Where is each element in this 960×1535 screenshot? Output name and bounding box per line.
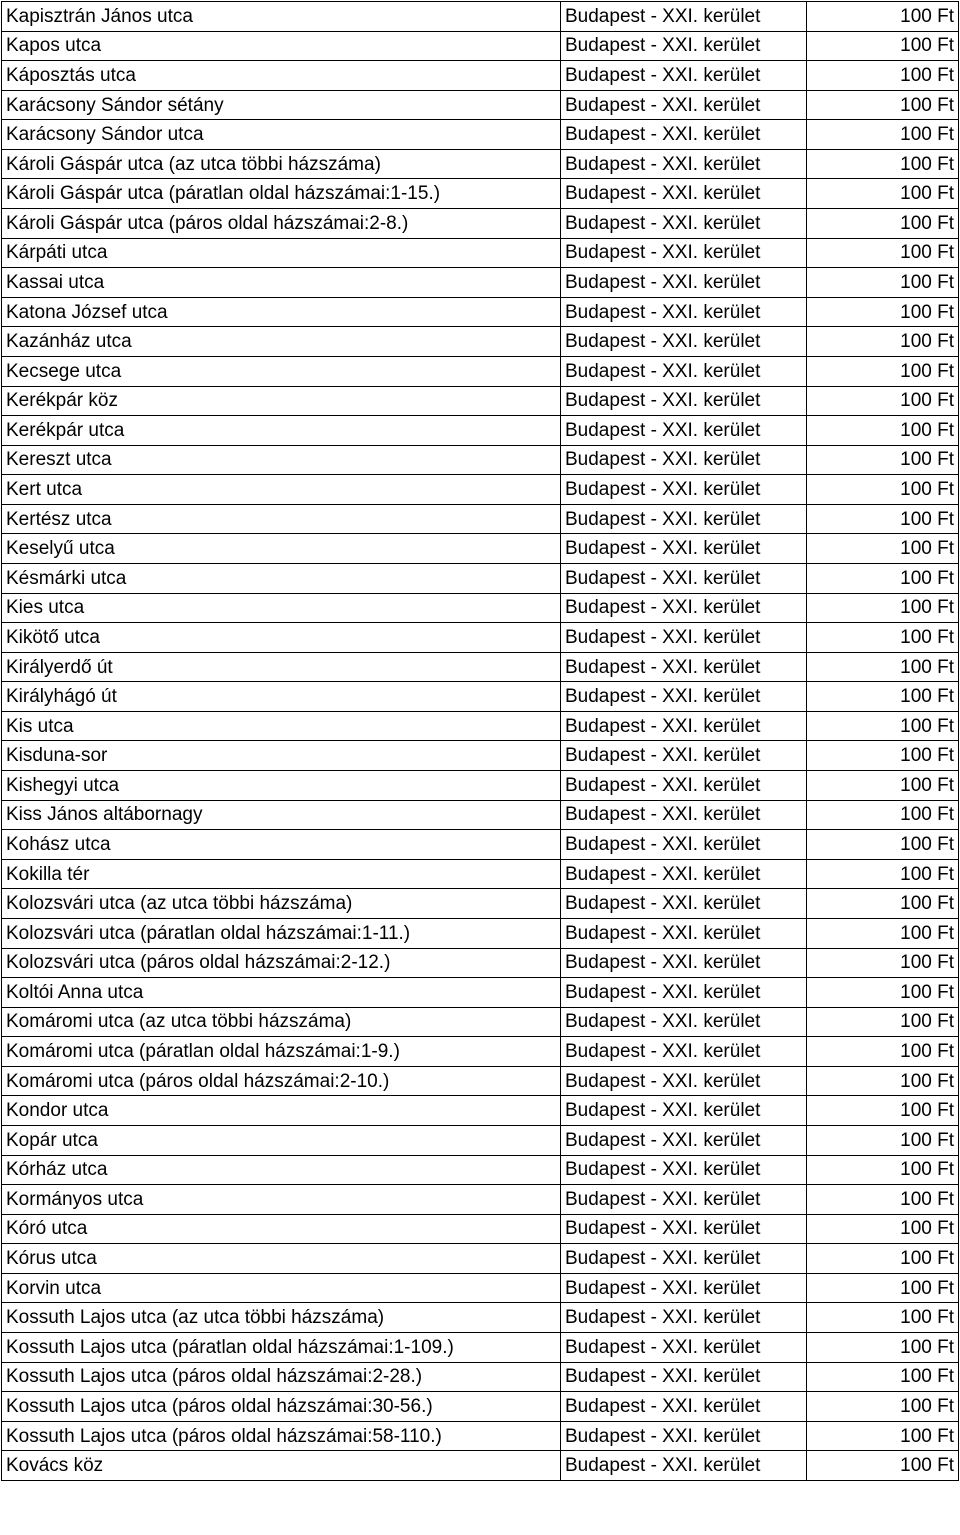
street-name-cell: Kórus utca	[2, 1244, 561, 1274]
street-name-cell: Kossuth Lajos utca (páratlan oldal házszámai:1-109.)	[2, 1333, 561, 1363]
price-cell: 100 Ft	[807, 1303, 959, 1333]
district-cell: Budapest - XXI. kerület	[561, 1244, 807, 1274]
district-cell: Budapest - XXI. kerület	[561, 1362, 807, 1392]
table-row	[2, 889, 959, 919]
table-row	[2, 445, 959, 475]
price-cell: 100 Ft	[807, 978, 959, 1008]
price-cell: 100 Ft	[807, 1155, 959, 1185]
district-cell: Budapest - XXI. kerület	[561, 1333, 807, 1363]
table-row	[2, 1214, 959, 1244]
price-cell: 100 Ft	[807, 1185, 959, 1215]
price-cell: 100 Ft	[807, 1451, 959, 1481]
table-row	[2, 830, 959, 860]
district-cell: Budapest - XXI. kerület	[561, 149, 807, 179]
street-name-cell: Kossuth Lajos utca (az utca többi házszáma)	[2, 1303, 561, 1333]
district-cell: Budapest - XXI. kerület	[561, 504, 807, 534]
district-cell: Budapest - XXI. kerület	[561, 1007, 807, 1037]
district-cell: Budapest - XXI. kerület	[561, 889, 807, 919]
table-row	[2, 1362, 959, 1392]
street-name-cell: Kossuth Lajos utca (páros oldal házszámai:30-56.)	[2, 1392, 561, 1422]
price-cell: 100 Ft	[807, 327, 959, 357]
table-row	[2, 1333, 959, 1363]
price-cell: 100 Ft	[807, 2, 959, 32]
price-cell: 100 Ft	[807, 593, 959, 623]
table-row	[2, 652, 959, 682]
street-name-cell: Kopár utca	[2, 1125, 561, 1155]
price-cell: 100 Ft	[807, 1125, 959, 1155]
price-cell: 100 Ft	[807, 1096, 959, 1126]
district-cell: Budapest - XXI. kerület	[561, 386, 807, 416]
table-row	[2, 1066, 959, 1096]
district-cell: Budapest - XXI. kerület	[561, 948, 807, 978]
street-name-cell: Kertész utca	[2, 504, 561, 534]
district-cell: Budapest - XXI. kerület	[561, 238, 807, 268]
price-cell: 100 Ft	[807, 475, 959, 505]
table-row	[2, 179, 959, 209]
price-cell: 100 Ft	[807, 948, 959, 978]
price-cell: 100 Ft	[807, 682, 959, 712]
price-cell: 100 Ft	[807, 238, 959, 268]
table-row	[2, 741, 959, 771]
price-cell: 100 Ft	[807, 918, 959, 948]
table-row	[2, 593, 959, 623]
table-row	[2, 623, 959, 653]
price-cell: 100 Ft	[807, 1066, 959, 1096]
street-name-cell: Kishegyi utca	[2, 771, 561, 801]
street-name-cell: Katona József utca	[2, 297, 561, 327]
district-cell: Budapest - XXI. kerület	[561, 1155, 807, 1185]
district-cell: Budapest - XXI. kerület	[561, 1451, 807, 1481]
street-name-cell: Káposztás utca	[2, 61, 561, 91]
table-row	[2, 711, 959, 741]
district-cell: Budapest - XXI. kerület	[561, 593, 807, 623]
street-name-cell: Károli Gáspár utca (páratlan oldal házszámai:1-15.)	[2, 179, 561, 209]
price-cell: 100 Ft	[807, 504, 959, 534]
price-cell: 100 Ft	[807, 149, 959, 179]
table-row	[2, 978, 959, 1008]
district-cell: Budapest - XXI. kerület	[561, 61, 807, 91]
price-cell: 100 Ft	[807, 1392, 959, 1422]
price-cell: 100 Ft	[807, 741, 959, 771]
street-name-cell: Kies utca	[2, 593, 561, 623]
table-row	[2, 1185, 959, 1215]
price-cell: 100 Ft	[807, 1362, 959, 1392]
street-name-cell: Károli Gáspár utca (páros oldal házszámai:2-8.)	[2, 209, 561, 239]
street-name-cell: Károli Gáspár utca (az utca többi házszáma)	[2, 149, 561, 179]
table-row	[2, 771, 959, 801]
street-name-cell: Kis utca	[2, 711, 561, 741]
table-row	[2, 504, 959, 534]
table-row	[2, 948, 959, 978]
district-cell: Budapest - XXI. kerület	[561, 31, 807, 61]
price-cell: 100 Ft	[807, 563, 959, 593]
price-cell: 100 Ft	[807, 859, 959, 889]
street-name-cell: Komáromi utca (páratlan oldal házszámai:1-9.)	[2, 1037, 561, 1067]
street-name-cell: Kassai utca	[2, 268, 561, 298]
price-cell: 100 Ft	[807, 623, 959, 653]
price-cell: 100 Ft	[807, 1333, 959, 1363]
price-cell: 100 Ft	[807, 1244, 959, 1274]
price-cell: 100 Ft	[807, 711, 959, 741]
table-row	[2, 475, 959, 505]
street-name-cell: Kolozsvári utca (páratlan oldal házszámai:1-11.)	[2, 918, 561, 948]
district-cell: Budapest - XXI. kerület	[561, 416, 807, 446]
street-name-cell: Kapos utca	[2, 31, 561, 61]
street-name-cell: Keselyű utca	[2, 534, 561, 564]
district-cell: Budapest - XXI. kerület	[561, 179, 807, 209]
table-row	[2, 1244, 959, 1274]
street-name-cell: Kerékpár utca	[2, 416, 561, 446]
street-name-cell: Királyerdő út	[2, 652, 561, 682]
district-cell: Budapest - XXI. kerület	[561, 209, 807, 239]
district-cell: Budapest - XXI. kerület	[561, 356, 807, 386]
street-name-cell: Kiss János altábornagy	[2, 800, 561, 830]
table-row	[2, 238, 959, 268]
district-cell: Budapest - XXI. kerület	[561, 1273, 807, 1303]
street-name-cell: Kárpáti utca	[2, 238, 561, 268]
street-name-cell: Kokilla tér	[2, 859, 561, 889]
district-cell: Budapest - XXI. kerület	[561, 2, 807, 32]
price-cell: 100 Ft	[807, 1421, 959, 1451]
district-cell: Budapest - XXI. kerület	[561, 711, 807, 741]
price-cell: 100 Ft	[807, 534, 959, 564]
street-name-cell: Korvin utca	[2, 1273, 561, 1303]
street-name-cell: Kormányos utca	[2, 1185, 561, 1215]
price-cell: 100 Ft	[807, 61, 959, 91]
price-cell: 100 Ft	[807, 1037, 959, 1067]
table-row	[2, 386, 959, 416]
district-cell: Budapest - XXI. kerület	[561, 1096, 807, 1126]
price-cell: 100 Ft	[807, 90, 959, 120]
street-name-cell: Kikötő utca	[2, 623, 561, 653]
district-cell: Budapest - XXI. kerület	[561, 771, 807, 801]
street-name-cell: Kossuth Lajos utca (páros oldal házszámai:2-28.)	[2, 1362, 561, 1392]
table-row	[2, 327, 959, 357]
street-name-cell: Kolozsvári utca (az utca többi házszáma)	[2, 889, 561, 919]
district-cell: Budapest - XXI. kerület	[561, 120, 807, 150]
price-cell: 100 Ft	[807, 120, 959, 150]
district-cell: Budapest - XXI. kerület	[561, 918, 807, 948]
price-cell: 100 Ft	[807, 800, 959, 830]
street-name-cell: Kóró utca	[2, 1214, 561, 1244]
district-cell: Budapest - XXI. kerület	[561, 1214, 807, 1244]
table-row	[2, 209, 959, 239]
street-name-cell: Kisduna-sor	[2, 741, 561, 771]
table-row	[2, 356, 959, 386]
table-row	[2, 1096, 959, 1126]
table-row	[2, 268, 959, 298]
district-cell: Budapest - XXI. kerület	[561, 623, 807, 653]
price-cell: 100 Ft	[807, 771, 959, 801]
district-cell: Budapest - XXI. kerület	[561, 268, 807, 298]
price-cell: 100 Ft	[807, 268, 959, 298]
street-price-table	[1, 1, 959, 1481]
table-row	[2, 1451, 959, 1481]
price-cell: 100 Ft	[807, 179, 959, 209]
table-row	[2, 800, 959, 830]
table-row	[2, 1155, 959, 1185]
district-cell: Budapest - XXI. kerület	[561, 1125, 807, 1155]
table-row	[2, 1007, 959, 1037]
district-cell: Budapest - XXI. kerület	[561, 1303, 807, 1333]
district-cell: Budapest - XXI. kerület	[561, 978, 807, 1008]
table-row	[2, 120, 959, 150]
district-cell: Budapest - XXI. kerület	[561, 563, 807, 593]
street-name-cell: Kossuth Lajos utca (páros oldal házszámai:58-110.)	[2, 1421, 561, 1451]
table-row	[2, 1392, 959, 1422]
table-row	[2, 1303, 959, 1333]
district-cell: Budapest - XXI. kerület	[561, 830, 807, 860]
district-cell: Budapest - XXI. kerület	[561, 800, 807, 830]
price-cell: 100 Ft	[807, 386, 959, 416]
table-row	[2, 61, 959, 91]
table-body	[2, 2, 959, 1481]
price-cell: 100 Ft	[807, 652, 959, 682]
table-row	[2, 1421, 959, 1451]
district-cell: Budapest - XXI. kerület	[561, 1392, 807, 1422]
district-cell: Budapest - XXI. kerület	[561, 1066, 807, 1096]
street-name-cell: Kapisztrán János utca	[2, 2, 561, 32]
street-name-cell: Kórház utca	[2, 1155, 561, 1185]
table-row	[2, 416, 959, 446]
price-cell: 100 Ft	[807, 31, 959, 61]
district-cell: Budapest - XXI. kerület	[561, 652, 807, 682]
table-row	[2, 1125, 959, 1155]
street-name-cell: Karácsony Sándor utca	[2, 120, 561, 150]
street-name-cell: Kovács köz	[2, 1451, 561, 1481]
district-cell: Budapest - XXI. kerület	[561, 682, 807, 712]
price-cell: 100 Ft	[807, 356, 959, 386]
street-name-cell: Komáromi utca (páros oldal házszámai:2-10.)	[2, 1066, 561, 1096]
table-row	[2, 1273, 959, 1303]
street-name-cell: Kert utca	[2, 475, 561, 505]
street-name-cell: Karácsony Sándor sétány	[2, 90, 561, 120]
street-name-cell: Késmárki utca	[2, 563, 561, 593]
district-cell: Budapest - XXI. kerület	[561, 741, 807, 771]
street-name-cell: Kolozsvári utca (páros oldal házszámai:2-12.)	[2, 948, 561, 978]
table-row	[2, 149, 959, 179]
street-name-cell: Kazánház utca	[2, 327, 561, 357]
table-row	[2, 90, 959, 120]
price-cell: 100 Ft	[807, 1273, 959, 1303]
district-cell: Budapest - XXI. kerület	[561, 1421, 807, 1451]
price-cell: 100 Ft	[807, 1007, 959, 1037]
district-cell: Budapest - XXI. kerület	[561, 534, 807, 564]
street-name-cell: Komáromi utca (az utca többi házszáma)	[2, 1007, 561, 1037]
price-cell: 100 Ft	[807, 889, 959, 919]
table-row	[2, 682, 959, 712]
price-cell: 100 Ft	[807, 297, 959, 327]
table-row	[2, 534, 959, 564]
district-cell: Budapest - XXI. kerület	[561, 1185, 807, 1215]
street-name-cell: Kondor utca	[2, 1096, 561, 1126]
district-cell: Budapest - XXI. kerület	[561, 327, 807, 357]
table-row	[2, 859, 959, 889]
district-cell: Budapest - XXI. kerület	[561, 445, 807, 475]
table-row	[2, 1037, 959, 1067]
street-name-cell: Kohász utca	[2, 830, 561, 860]
district-cell: Budapest - XXI. kerület	[561, 475, 807, 505]
street-name-cell: Koltói Anna utca	[2, 978, 561, 1008]
table-row	[2, 31, 959, 61]
district-cell: Budapest - XXI. kerület	[561, 90, 807, 120]
district-cell: Budapest - XXI. kerület	[561, 297, 807, 327]
table-row	[2, 2, 959, 32]
price-cell: 100 Ft	[807, 416, 959, 446]
price-cell: 100 Ft	[807, 209, 959, 239]
table-row	[2, 563, 959, 593]
district-cell: Budapest - XXI. kerület	[561, 1037, 807, 1067]
price-cell: 100 Ft	[807, 830, 959, 860]
street-name-cell: Királyhágó út	[2, 682, 561, 712]
price-cell: 100 Ft	[807, 1214, 959, 1244]
table-row	[2, 918, 959, 948]
price-cell: 100 Ft	[807, 445, 959, 475]
street-name-cell: Kerékpár köz	[2, 386, 561, 416]
street-name-cell: Kereszt utca	[2, 445, 561, 475]
district-cell: Budapest - XXI. kerület	[561, 859, 807, 889]
street-name-cell: Kecsege utca	[2, 356, 561, 386]
table-row	[2, 297, 959, 327]
